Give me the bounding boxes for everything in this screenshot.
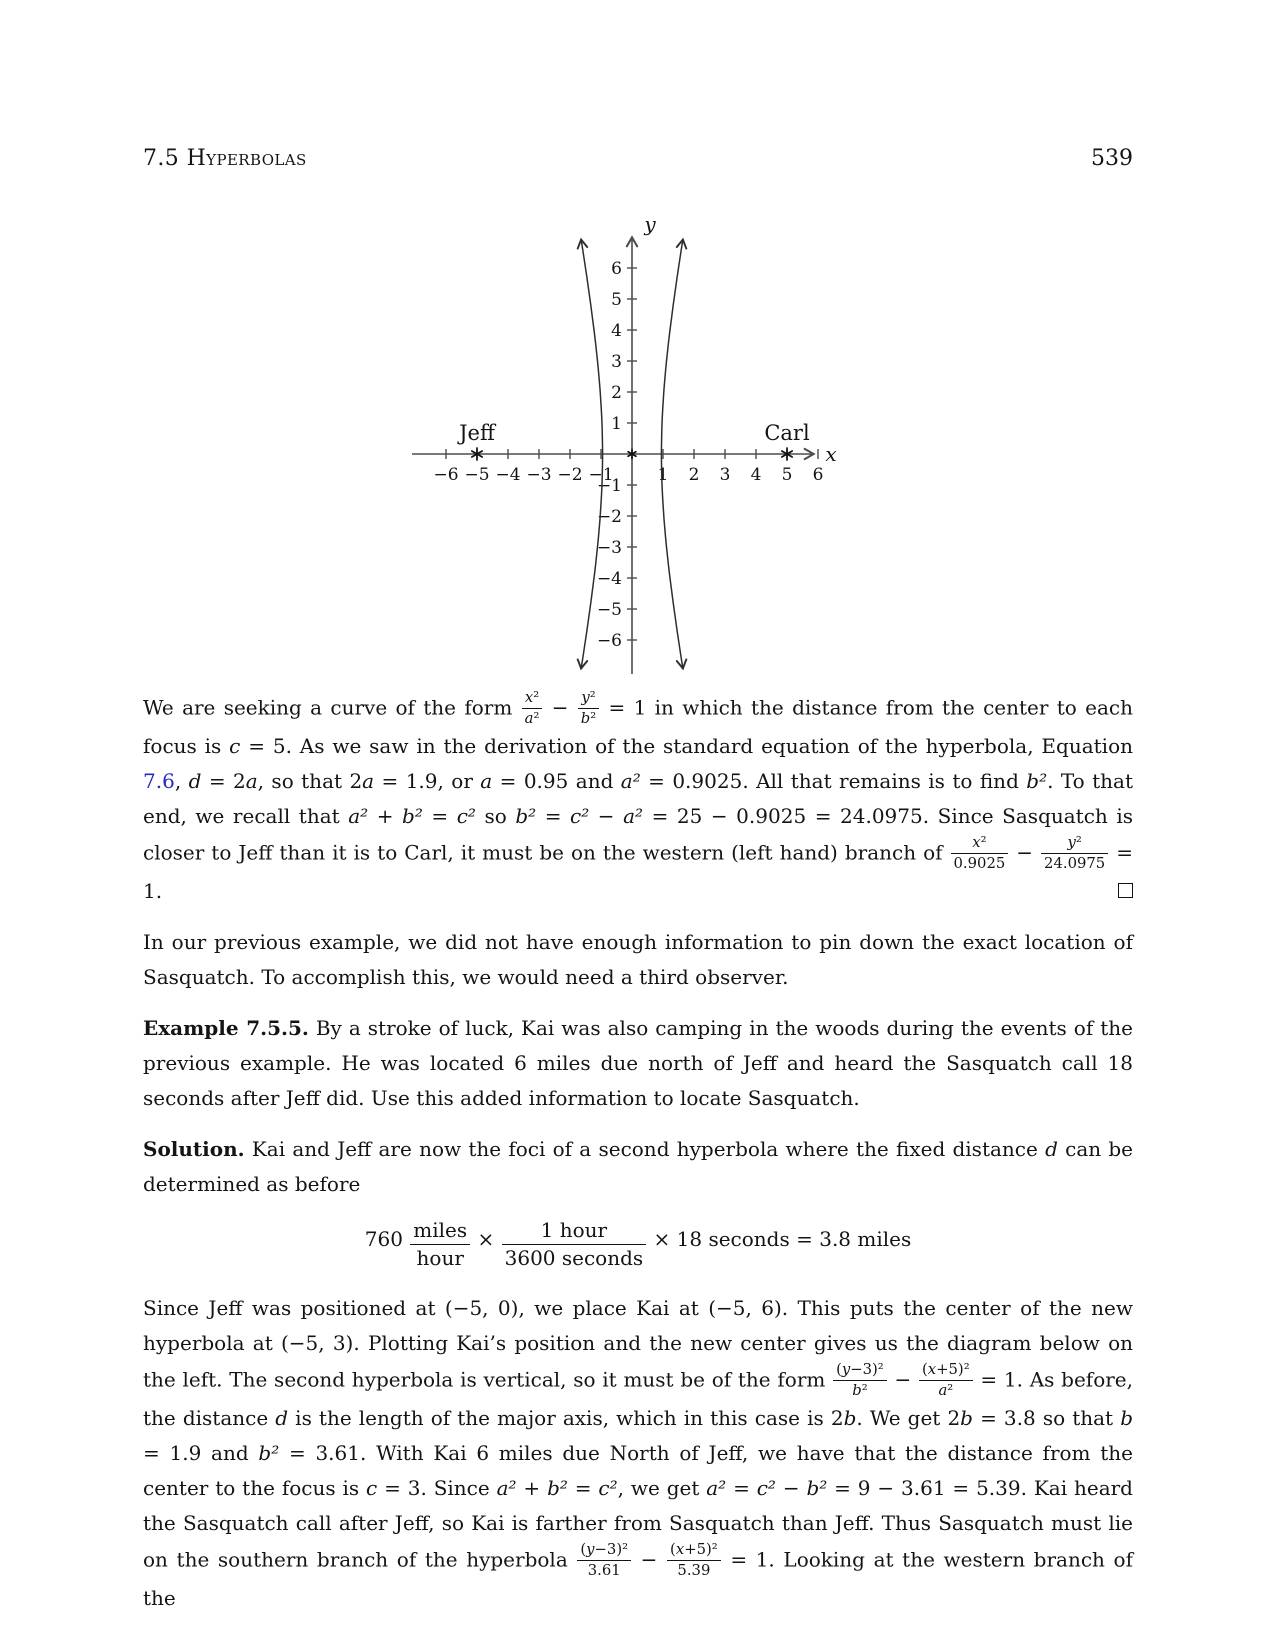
example-7-5-5-paragraph — [143, 1011, 1133, 1116]
math-variable: a — [480, 768, 493, 793]
math-text: +5)² — [936, 1360, 970, 1378]
math-variable: a² — [496, 1475, 517, 1500]
hyperbola-branch — [581, 240, 602, 454]
text-run: 760 — [364, 1226, 410, 1251]
text-run: = — [726, 1475, 757, 1500]
math-variable: c² — [570, 803, 590, 828]
text-run: − — [1009, 840, 1041, 865]
math-variable: b² — [547, 1475, 568, 1500]
text-run: = — [422, 803, 457, 828]
text-run: − — [543, 695, 577, 720]
y-tick-label: 4 — [611, 321, 622, 341]
math-variable: c — [366, 1475, 378, 1500]
text-run: can be determined as before — [143, 1136, 1133, 1196]
math-variable: b² — [258, 1440, 280, 1465]
text-run: = — [536, 803, 571, 828]
fraction-denominator — [1041, 854, 1108, 873]
math-text: ² — [533, 689, 540, 706]
math-variable: a — [938, 1382, 948, 1400]
x-tick-label: 5 — [781, 465, 793, 485]
math-variable: b — [580, 710, 591, 728]
math-text: ² — [589, 689, 596, 706]
y-tick-label: 2 — [611, 383, 622, 403]
x-axis-label: x — [825, 442, 837, 466]
fraction-denominator — [667, 1561, 721, 1580]
text-run: = 1.9 and — [143, 1440, 259, 1465]
text-run: − — [589, 803, 624, 828]
fraction-numerator — [577, 1541, 631, 1561]
math-text: ( — [921, 1360, 928, 1378]
qed-symbol — [1118, 883, 1133, 898]
math-variable: x — [927, 1360, 937, 1378]
math-variable: d — [188, 768, 202, 793]
inline-fraction — [832, 1361, 888, 1401]
x-tick-label: 1 — [657, 465, 669, 485]
text-run: = 3.8 so that — [972, 1405, 1121, 1430]
text-run: − — [775, 1475, 807, 1500]
fraction-denominator — [522, 709, 543, 728]
inline-fraction — [666, 1541, 722, 1581]
fraction-denominator — [577, 1561, 631, 1580]
text-run: = 1.9, or — [374, 768, 481, 793]
math-variable: a — [524, 710, 534, 728]
text-run: = 1. Looking at the western branch of the — [143, 1547, 1133, 1610]
fraction-denominator — [578, 709, 599, 728]
math-variable: x — [972, 833, 981, 851]
math-text: ² — [861, 1382, 868, 1400]
tick-marks — [433, 259, 823, 651]
math-variable: c² — [756, 1475, 776, 1500]
math-variable: y — [841, 1360, 851, 1378]
text-run: so — [475, 803, 516, 828]
inline-fraction — [409, 1218, 471, 1271]
fraction-numerator: 1 hour — [502, 1218, 647, 1245]
text-run: By a stroke of luck, Kai was also camping in the woods during the events of the previous example. He was located 6 miles due north of Jeff and heard the Sasquatch call 18 seconds after Jeff did. Use this added information to locate Sasquatch. — [143, 1015, 1133, 1110]
text-run: = 1. — [143, 840, 1133, 903]
jeff-point-label: Jeff — [459, 421, 495, 445]
y-tick-label: 1 — [611, 414, 622, 434]
paragraph-second-hyperbola — [143, 1291, 1133, 1616]
body-text — [143, 689, 1133, 1616]
text-run: is the length of the major axis, which in this case is 2 — [288, 1405, 844, 1430]
x-tick-label: −2 — [557, 465, 583, 485]
math-variable: y — [1067, 833, 1076, 851]
text-run: × — [471, 1226, 501, 1251]
math-text: 5.39 — [677, 1562, 711, 1580]
text-run: , so that 2 — [257, 768, 363, 793]
page-header — [143, 146, 1133, 171]
x-tick-label: 4 — [750, 465, 762, 485]
inline-fraction — [950, 834, 1010, 874]
x-tick-label: −4 — [495, 465, 521, 485]
math-variable: y — [581, 689, 590, 706]
solution-paragraph — [143, 1132, 1133, 1202]
math-text: 0.9025 — [953, 855, 1006, 873]
fraction-denominator — [833, 1381, 887, 1400]
x-tick-label: −1 — [588, 465, 614, 485]
math-variable: a — [362, 768, 375, 793]
inline-fraction — [577, 689, 600, 729]
inline-fraction — [918, 1361, 974, 1401]
inline-fraction — [1040, 834, 1109, 874]
math-variable: b² — [1026, 768, 1048, 793]
fraction-numerator — [1041, 834, 1108, 854]
text-run: = 25 − 0.9025 = 24.0975. Since Sasquatch is closer to Jeff than it is to Carl, it must be on the western (left hand) branch of — [143, 803, 1133, 865]
text-run: + — [516, 1475, 548, 1500]
hyperbola-branch — [661, 240, 682, 454]
fraction-denominator — [919, 1381, 973, 1400]
text-run: × 18 seconds = 3.8 miles — [647, 1226, 912, 1251]
hyperbola-branch — [661, 454, 682, 668]
math-variable: y — [586, 1540, 595, 1558]
text-run: = 3. Since — [377, 1475, 497, 1500]
fraction-denominator: 3600 seconds — [504, 1245, 644, 1270]
text-run: . To that end, we recall that — [143, 768, 1134, 828]
fraction-denominator — [951, 854, 1009, 873]
math-variable: b² — [806, 1475, 828, 1500]
fraction-numerator — [667, 1541, 721, 1561]
y-tick-label: −3 — [596, 538, 622, 558]
text-run: , — [174, 768, 189, 793]
speed-distance-equation — [143, 1218, 1133, 1271]
section-title: 7.5 Hyperbolas — [143, 146, 307, 171]
math-text: −3)² — [594, 1540, 629, 1558]
math-variable: b — [852, 1382, 862, 1400]
math-text: ² — [1075, 833, 1082, 851]
math-text: 3.61 — [587, 1562, 621, 1580]
text-run: = 0.95 and — [492, 768, 621, 793]
y-tick-label: −5 — [596, 600, 622, 620]
text-run: = — [567, 1475, 599, 1500]
math-text: ² — [980, 833, 987, 851]
paragraph-need-third-observer — [143, 925, 1133, 995]
math-text: ( — [580, 1540, 587, 1558]
text-run: − — [887, 1367, 918, 1392]
text-run: = 5. As we saw in the derivation of the standard equation of the hyperbola, Equation — [240, 733, 1133, 758]
paragraph-curve-derivation — [143, 689, 1133, 909]
text-run: = 3.61. With Kai 6 miles due North of Jeff, we have that the distance from the center to the focus is — [143, 1440, 1134, 1500]
x-tick-label: 2 — [688, 465, 700, 485]
math-variable: c — [229, 733, 241, 758]
carl-point-label: Carl — [764, 421, 810, 445]
inline-fraction — [576, 1541, 632, 1581]
text-run: = 1 in which the distance from the center to each focus is — [143, 695, 1133, 758]
fraction-numerator — [522, 689, 543, 709]
fraction-numerator: miles — [410, 1218, 470, 1245]
text-run: − — [632, 1547, 667, 1572]
x-tick-label: −6 — [433, 465, 459, 485]
text-run: . We get 2 — [856, 1405, 961, 1430]
page-number: 539 — [1091, 146, 1133, 171]
text-run: , we get — [617, 1475, 707, 1500]
y-tick-label: −1 — [596, 476, 622, 496]
text-run: = 9 − 3.61 = 5.39. Kai heard the Sasquatch call after Jeff, so Kai is farther from Sasquatch than Jeff. Thus Sasquatch must lie on the southern branch of the hyperbola — [143, 1475, 1133, 1572]
y-tick-label: 3 — [611, 352, 622, 372]
math-variable: a — [245, 768, 258, 793]
x-tick-label: −5 — [464, 465, 490, 485]
math-text: −3)² — [850, 1360, 884, 1378]
math-variable: d — [1045, 1136, 1058, 1161]
math-text: ( — [836, 1360, 842, 1378]
math-variable: x — [524, 689, 534, 706]
x-tick-label: 6 — [812, 465, 824, 485]
text-run: In our previous example, we did not have enough information to pin down the exact location of Sasquatch. To accomplish this, we would need a third observer. — [143, 929, 1133, 989]
math-text: ² — [590, 710, 597, 728]
solution-label: Solution. — [143, 1136, 245, 1161]
hyperbola-graph — [405, 201, 845, 681]
text-run: Kai and Jeff are now the foci of a second hyperbola where the fixed distance — [244, 1136, 1046, 1161]
y-tick-label: −2 — [596, 507, 622, 527]
fraction-numerator — [578, 689, 599, 709]
inline-fraction — [521, 689, 544, 729]
math-variable: b² — [515, 803, 537, 828]
math-variable: a² — [620, 768, 641, 793]
y-tick-label: 6 — [611, 259, 622, 279]
math-text: ² — [947, 1382, 954, 1400]
math-variable: d — [275, 1405, 289, 1430]
math-variable: a² — [706, 1475, 727, 1500]
hyperbola-figure — [405, 201, 845, 681]
math-variable: a² — [623, 803, 644, 828]
fraction-denominator: hour — [416, 1245, 464, 1270]
math-text: +5)² — [684, 1540, 718, 1558]
math-variable: c² — [598, 1475, 618, 1500]
math-text: 24.0975 — [1044, 855, 1106, 873]
fraction-numerator — [833, 1361, 887, 1381]
example-label: Example 7.5.5. — [143, 1015, 309, 1040]
text-run: Since Jeff was positioned at (−5, 0), we place Kai at (−5, 6). This puts the center of the new hyperbola at (−5, 3). Plotting Kai’s position and the new center gives us the diagram below on the left. The second hyperbola is vertical, so it must be of the form — [143, 1295, 1133, 1392]
x-tick-label: −3 — [526, 465, 552, 485]
text-run: = 2 — [201, 768, 246, 793]
y-tick-label: 5 — [611, 290, 622, 310]
text-run: We are seeking a curve of the form — [143, 695, 521, 720]
fraction-numerator — [951, 834, 1009, 854]
fraction-numerator — [919, 1361, 973, 1381]
math-variable: b — [960, 1405, 973, 1430]
math-variable: b — [843, 1405, 857, 1430]
math-variable: c² — [456, 803, 476, 828]
text-run: + — [368, 803, 403, 828]
math-variable: b — [1120, 1405, 1133, 1430]
text-run: = 1. As before, the distance — [143, 1367, 1133, 1430]
math-variable: b² — [402, 803, 423, 828]
y-tick-label: −6 — [596, 631, 622, 651]
math-variable: x — [675, 1540, 685, 1558]
math-text: ( — [670, 1540, 676, 1558]
equation-7-6-link[interactable]: 7.6 — [143, 768, 175, 793]
math-variable: a² — [348, 803, 369, 828]
x-tick-label: 3 — [719, 465, 731, 485]
inline-fraction — [501, 1218, 648, 1271]
y-axis-label: y — [644, 212, 656, 236]
text-run: = 0.9025. All that remains is to find — [640, 768, 1027, 793]
y-tick-label: −4 — [596, 569, 622, 589]
math-text: ² — [533, 710, 540, 728]
